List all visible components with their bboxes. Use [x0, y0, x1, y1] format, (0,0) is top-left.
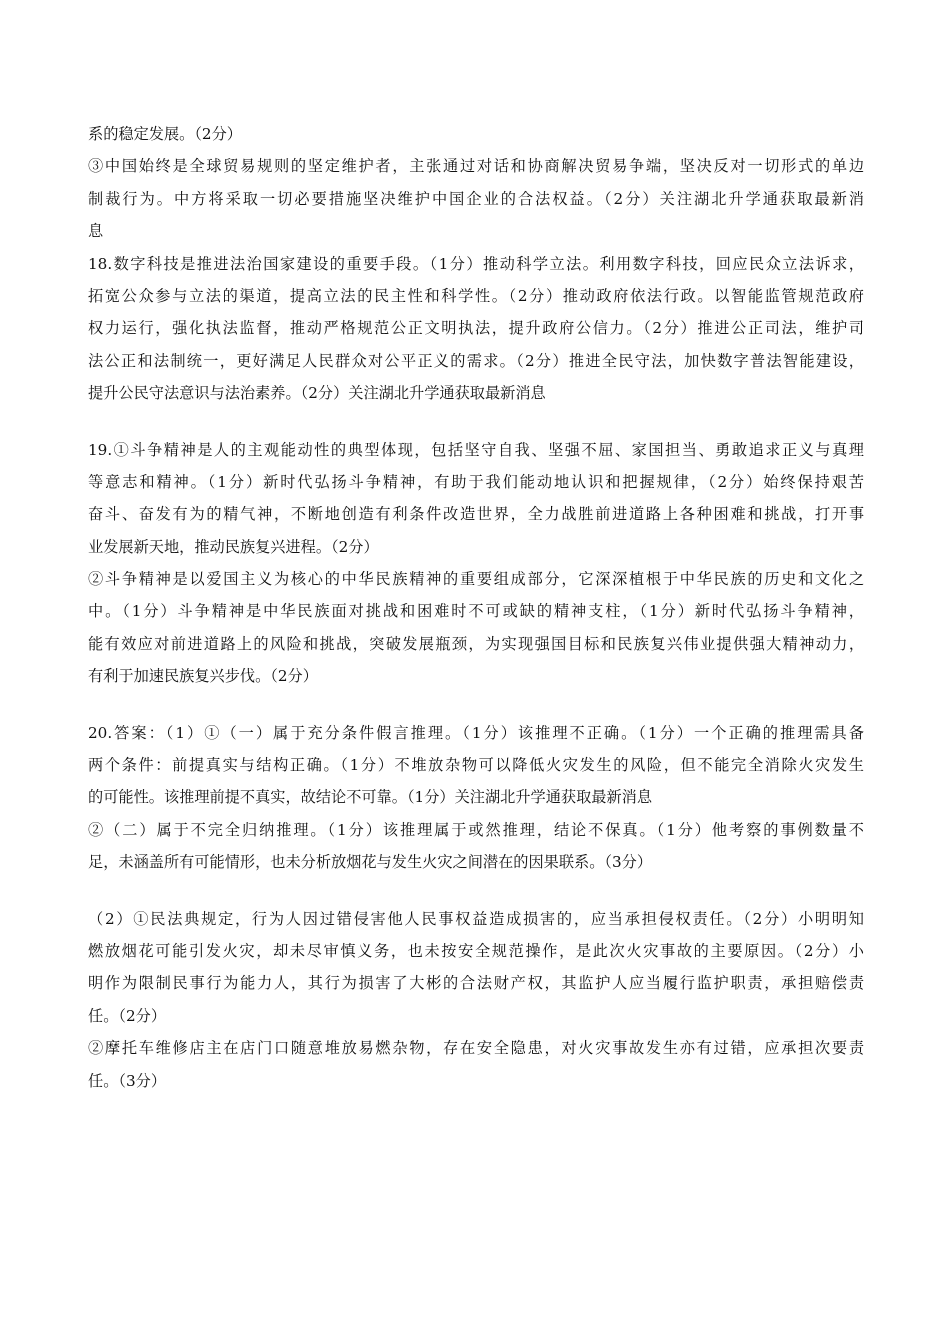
text-line: （2）①民法典规定，行为人因过错侵害他人民事权益造成损害的，应当承担侵权责任。（2分）小明明知	[88, 909, 864, 928]
text-line: 法公正和法制统一，更好满足人民群众对公平正义的需求。（2分）推进全民守法，加快数字普法智能建设，	[88, 351, 864, 370]
answer-page	[88, 118, 864, 1097]
answer-q17-tail	[88, 118, 864, 248]
text-line: 奋斗、奋发有为的精气神，不断地创造有利条件改造世界，全力战胜前进道路上各种困难和挑战，打开事	[88, 505, 864, 524]
text-line: 权力运行，强化执法监督，推动严格规范公正文明执法，提升政府公信力。（2分）推进公正司法，维护司	[88, 319, 864, 338]
text-line: 19.①斗争精神是人的主观能动性的典型体现，包括坚守自我、坚强不屈、家国担当、勇敢追求正义与真理	[88, 440, 864, 459]
text-line: 拓宽公众参与立法的渠道，提高立法的民主性和科学性。（2分）推动政府依法行政。以智能监管规范政府	[88, 286, 864, 305]
paragraph-gap	[88, 693, 864, 717]
text-line: 的可能性。该推理前提不真实，故结论不可靠。（1分）关注湖北升学通获取最新消息	[88, 788, 653, 807]
text-line: 等意志和精神。（1分）新时代弘扬斗争精神，有助于我们能动地认识和把握规律，（2分）始终保持艰苦	[88, 472, 864, 491]
text-line: ③中国始终是全球贸易规则的坚定维护者，主张通过对话和协商解决贸易争端，坚决反对一切形式的单边	[88, 157, 864, 176]
text-line: 系的稳定发展。（2分）	[88, 125, 242, 143]
paragraph-gap	[88, 410, 864, 434]
text-line: ②斗争精神是以爱国主义为核心的中华民族精神的重要组成部分，它深深植根于中华民族的历史和文化之	[88, 570, 864, 589]
text-line: 20.答案：（1）①（一）属于充分条件假言推理。（1分）该推理不正确。（1分）一个正确的推理需具备	[88, 723, 864, 742]
text-line: 有利于加速民族复兴步伐。（2分）	[88, 667, 318, 686]
text-line: 任。（2分）	[88, 1006, 167, 1025]
text-line: 制裁行为。中方将采取一切必要措施坚决维护中国企业的合法权益。（2分）关注湖北升学通获取最新消	[88, 189, 864, 208]
text-line: 燃放烟花可能引发火灾，却未尽审慎义务，也未按安全规范操作，是此次火灾事故的主要原因。（2分）小	[88, 941, 864, 960]
text-line: 业发展新天地，推动民族复兴进程。（2分）	[88, 537, 379, 556]
text-line: 明作为限制民事行为能力人，其行为损害了大彬的合法财产权，其监护人应当履行监护职责，承担赔偿责	[88, 974, 864, 993]
text-line: 提升公民守法意识与法治素养。（2分）关注湖北升学通获取最新消息	[88, 384, 546, 403]
text-line: 两个条件：前提真实与结构正确。（1分）不堆放杂物可以降低火灾发生的风险，但不能完全消除火灾发生	[88, 756, 864, 775]
text-line: 中。（1分）斗争精神是中华民族面对挑战和困难时不可或缺的精神支柱，（1分）新时代弘扬斗争精神，	[88, 602, 864, 621]
text-line: 能有效应对前进道路上的风险和挑战，突破发展瓶颈，为实现强国目标和民族复兴伟业提供强大精神动力，	[88, 634, 864, 653]
text-line: 任。（3分）	[88, 1071, 167, 1090]
answer-q20-part1	[88, 717, 864, 879]
answer-q18	[88, 248, 864, 410]
text-line: 足，未涵盖所有可能情形，也未分析放烟花与发生火灾之间潜在的因果联系。（3分）	[88, 853, 653, 872]
text-line: 18.数字科技是推进法治国家建设的重要手段。（1分）推动科学立法。利用数字科技，回应民众立法诉求，	[88, 254, 864, 273]
answer-q19	[88, 434, 864, 693]
paragraph-gap	[88, 879, 864, 903]
text-line: 息	[88, 222, 104, 241]
text-line: ②摩托车维修店主在店门口随意堆放易燃杂物，存在安全隐患，对火灾事故发生亦有过错，应承担次要责	[88, 1039, 864, 1058]
answer-q20-part2	[88, 903, 864, 1097]
text-line: ②（二）属于不完全归纳推理。（1分）该推理属于或然推理，结论不保真。（1分）他考察的事例数量不	[88, 820, 864, 839]
